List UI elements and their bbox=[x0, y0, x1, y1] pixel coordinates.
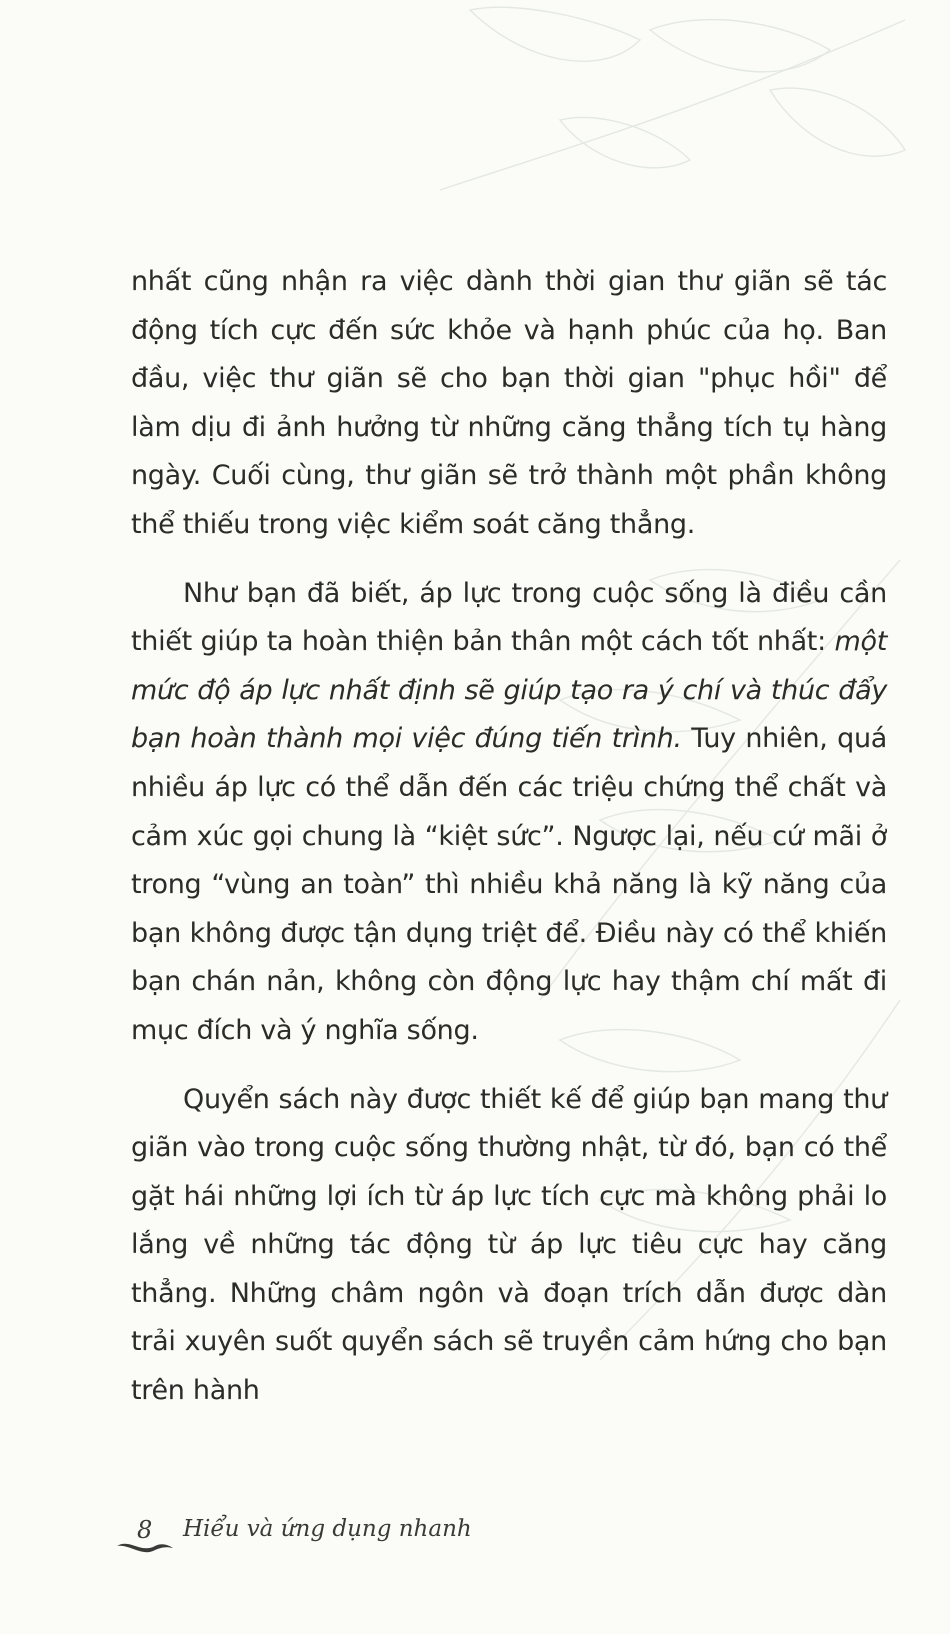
page-footer bbox=[115, 1516, 535, 1576]
paragraph-2-italic-run: một mức độ áp lực nhất định sẽ giúp tạo ra ý chí và thúc đẩy bạn hoàn thành mọi việc đúng tiến trình. bbox=[131, 626, 887, 755]
running-title: Hiểu và ứng dụng nhanh bbox=[183, 1516, 472, 1542]
paragraph-3 bbox=[131, 1076, 887, 1416]
paragraph-2-run-3: Tuy nhiên, quá nhiều áp lực có thể dẫn đến các triệu chứng thể chất và cảm xúc gọi chung là “kiệt sức”. Ngược lại, nếu cứ mãi ở trong “vùng an toàn” thì nhiều khả năng là kỹ năng của bạn không được tận dụng triệt để. Điều này có thể khiến bạn chán nản, không còn động lực hay thậm chí mất đi mục đích và ý nghĩa sống. bbox=[131, 723, 887, 1046]
paragraph-1 bbox=[131, 258, 887, 550]
leaf-outline-1 bbox=[470, 7, 640, 61]
paragraph-1-run-1: nhất cũng nhận ra việc dành thời gian thư giãn sẽ tác động tích cực đến sức khỏe và hạnh phúc của họ. Ban đầu, việc thư giãn sẽ cho bạn thời gian "phục hồi" để làm dịu đi ảnh hưởng từ những căng thẳng tích tụ hàng ngày. Cuối cùng, thư giãn sẽ trở thành một phần không thể thiếu trong việc kiểm soát căng thẳng. bbox=[131, 266, 887, 540]
body-text bbox=[131, 258, 887, 1416]
leaf-outline-3 bbox=[770, 88, 905, 156]
paragraph-3-run-1: Quyển sách này được thiết kế để giúp bạn mang thư giãn vào trong cuộc sống thường nhật, từ đó, bạn có thể gặt hái những lợi ích từ áp lực tích cực mà không phải lo lắng về những tác động từ áp lực tiêu cực hay căng thẳng. Những châm ngôn và đoạn trích dẫn được dàn trải xuyên suốt quyển sách sẽ truyền cảm hứng cho bạn trên hành bbox=[131, 1083, 887, 1407]
swash-ornament-icon bbox=[115, 1534, 175, 1556]
paragraph-2-run-1: Như bạn đã biết, áp lực trong cuộc sống là điều cần thiết giúp ta hoàn thiện bản thân một cách tốt nhất: bbox=[131, 577, 887, 658]
paragraph-2 bbox=[131, 570, 887, 1056]
leaf-outline-4 bbox=[560, 117, 690, 167]
leaf-outline-2 bbox=[650, 20, 830, 72]
page-number: 8 bbox=[137, 1516, 153, 1544]
